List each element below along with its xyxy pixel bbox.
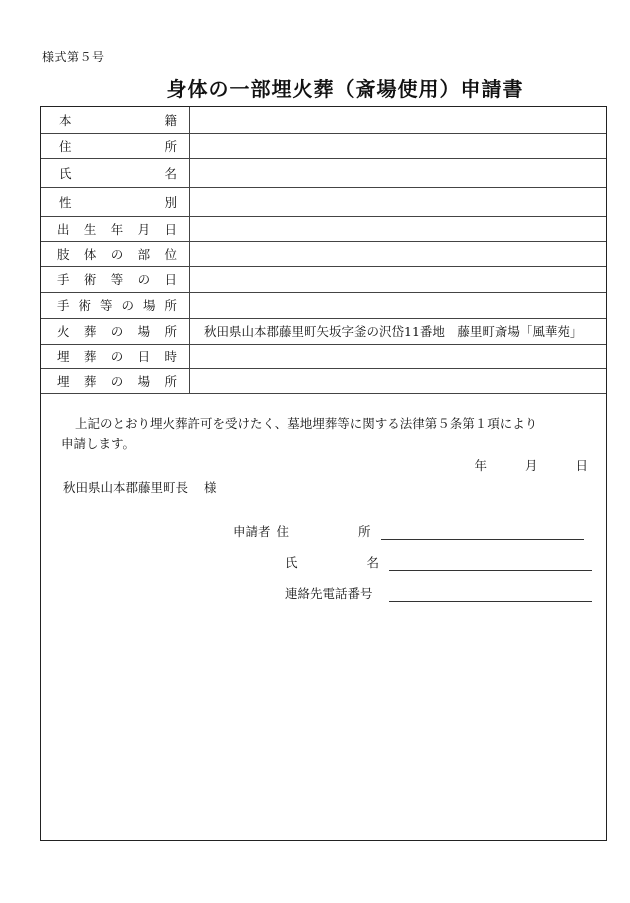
date-day-label: 日 bbox=[575, 457, 588, 473]
field-label-char: 場 bbox=[137, 373, 151, 389]
field-label-char: 生 bbox=[83, 221, 97, 237]
field-label-char: 葬 bbox=[83, 373, 97, 389]
field-value-cell[interactable] bbox=[190, 241, 607, 266]
field-label-char: 名 bbox=[164, 165, 177, 181]
field-label-cell bbox=[41, 368, 190, 393]
field-label-char: 手 bbox=[57, 272, 70, 287]
field-label-char: 住 bbox=[59, 138, 72, 154]
declaration-area bbox=[41, 394, 606, 835]
applicant-prefix: 申請者 bbox=[233, 523, 271, 539]
field-value-cell[interactable] bbox=[190, 133, 607, 158]
field-label-char: 月 bbox=[137, 221, 151, 237]
field-label-char: 火 bbox=[57, 324, 70, 339]
field-value-cell[interactable] bbox=[190, 292, 607, 318]
field-label-char: 本 bbox=[59, 112, 72, 128]
field-row bbox=[41, 368, 606, 393]
applicant-address-label bbox=[277, 522, 371, 540]
field-label-char: 所 bbox=[164, 324, 177, 339]
field-label-char: 場 bbox=[142, 298, 156, 313]
field-label-char: 埋 bbox=[57, 349, 70, 364]
field-label-char: の bbox=[110, 246, 124, 262]
addressee-name: 秋田県山本郡藤里町長 bbox=[63, 479, 189, 495]
applicant-name-row bbox=[285, 553, 592, 571]
declaration-line-1: 上記のとおり埋火葬許可を受けたく、墓地埋葬等に関する法律第５条第１項により bbox=[75, 415, 538, 431]
field-value-cell[interactable] bbox=[190, 187, 607, 216]
field-value-cell[interactable] bbox=[190, 107, 607, 133]
field-label-cell bbox=[41, 241, 190, 266]
field-label-cell bbox=[41, 158, 190, 187]
field-label-char: 手 bbox=[57, 298, 70, 313]
field-row bbox=[41, 241, 606, 266]
applicant-phone-field[interactable] bbox=[389, 585, 592, 602]
field-label-char: 別 bbox=[164, 194, 177, 210]
field-label bbox=[41, 137, 189, 155]
field-label-char: 位 bbox=[164, 246, 177, 262]
field-label-cell bbox=[41, 266, 190, 292]
date-month-label: 月 bbox=[524, 457, 538, 473]
field-label bbox=[41, 193, 189, 211]
field-value-cell[interactable] bbox=[190, 368, 607, 393]
field-label-char: 体 bbox=[83, 246, 97, 262]
applicant-name-label bbox=[285, 553, 379, 571]
field-label-char: 葬 bbox=[83, 349, 97, 364]
field-label-char: 所 bbox=[164, 138, 177, 154]
field-label-char: 籍 bbox=[164, 112, 177, 128]
form-number: 様式第５号 bbox=[42, 50, 105, 64]
applicant-address-label-char: 所 bbox=[358, 523, 371, 539]
fields-table bbox=[41, 107, 606, 394]
addressee-honorific: 様 bbox=[204, 479, 217, 495]
field-label bbox=[41, 270, 189, 288]
field-label bbox=[41, 111, 189, 129]
field-label-char: 出 bbox=[57, 221, 70, 237]
field-row bbox=[41, 107, 606, 133]
field-label-char: 時 bbox=[164, 349, 177, 364]
field-label-char: 場 bbox=[137, 324, 151, 339]
declaration-line-2: 申請します。 bbox=[61, 435, 136, 451]
field-row bbox=[41, 266, 606, 292]
field-value-cell[interactable] bbox=[190, 216, 607, 241]
field-label-char: の bbox=[110, 324, 124, 339]
document-title: 身体の一部埋火葬（斎場使用）申請書 bbox=[166, 77, 524, 101]
field-label bbox=[41, 296, 189, 314]
field-row bbox=[41, 344, 606, 368]
field-value-cell[interactable] bbox=[190, 158, 607, 187]
field-label-char: 日 bbox=[164, 221, 177, 237]
field-label-char: 年 bbox=[110, 221, 124, 237]
field-label-cell bbox=[41, 133, 190, 158]
field-label-char: の bbox=[110, 373, 124, 389]
form-frame bbox=[40, 106, 607, 841]
field-label-char: 葬 bbox=[83, 324, 97, 339]
field-label-char: 肢 bbox=[57, 246, 70, 262]
field-label bbox=[41, 220, 189, 238]
field-row bbox=[41, 133, 606, 158]
field-label-cell bbox=[41, 187, 190, 216]
field-value-cell[interactable] bbox=[190, 344, 607, 368]
field-label-char: 等 bbox=[99, 298, 113, 313]
field-label bbox=[41, 245, 189, 263]
field-label-char: 氏 bbox=[59, 165, 72, 181]
field-label-cell bbox=[41, 216, 190, 241]
date-line bbox=[474, 456, 588, 474]
field-value: 秋田県山本郡藤里町矢坂字釜の沢岱11番地 藤里町斎場「風華苑」 bbox=[204, 324, 583, 339]
applicant-address-field[interactable] bbox=[381, 523, 584, 540]
applicant-address-row bbox=[233, 522, 584, 540]
field-label-char: 術 bbox=[83, 272, 97, 287]
field-label bbox=[41, 372, 189, 390]
addressee bbox=[63, 478, 217, 496]
date-year-label: 年 bbox=[474, 457, 487, 473]
field-label bbox=[41, 322, 189, 340]
applicant-name-label-char: 名 bbox=[366, 554, 379, 570]
field-value-cell[interactable] bbox=[190, 266, 607, 292]
applicant-address-label-char: 住 bbox=[276, 523, 290, 539]
field-row bbox=[41, 216, 606, 241]
field-row bbox=[41, 292, 606, 318]
applicant-name-field[interactable] bbox=[389, 554, 592, 571]
applicant-phone-label: 連絡先電話番号 bbox=[285, 585, 373, 601]
field-label-char: の bbox=[137, 272, 151, 287]
field-label-char: 埋 bbox=[57, 373, 70, 389]
field-row bbox=[41, 318, 606, 344]
field-row bbox=[41, 187, 606, 216]
field-label bbox=[41, 347, 189, 365]
field-label-char: 日 bbox=[164, 272, 177, 287]
field-label-char: 所 bbox=[164, 298, 177, 313]
field-label-cell bbox=[41, 292, 190, 318]
field-row bbox=[41, 158, 606, 187]
field-label bbox=[41, 164, 189, 182]
field-label-char: 等 bbox=[110, 272, 124, 287]
field-label-char: 術 bbox=[78, 298, 91, 313]
field-value-cell[interactable] bbox=[190, 318, 607, 344]
declaration-text bbox=[61, 414, 591, 454]
field-label-char: の bbox=[121, 298, 134, 313]
field-label-char: 所 bbox=[164, 373, 177, 389]
field-label-cell bbox=[41, 318, 190, 344]
field-label-cell bbox=[41, 107, 190, 133]
field-label-char: 性 bbox=[59, 194, 72, 210]
applicant-phone-row bbox=[285, 584, 592, 602]
field-label-char: 部 bbox=[137, 246, 151, 262]
field-label-cell bbox=[41, 344, 190, 368]
applicant-name-label-char: 氏 bbox=[285, 554, 298, 570]
field-label-char: の bbox=[110, 349, 124, 364]
field-label-char: 日 bbox=[137, 349, 151, 364]
